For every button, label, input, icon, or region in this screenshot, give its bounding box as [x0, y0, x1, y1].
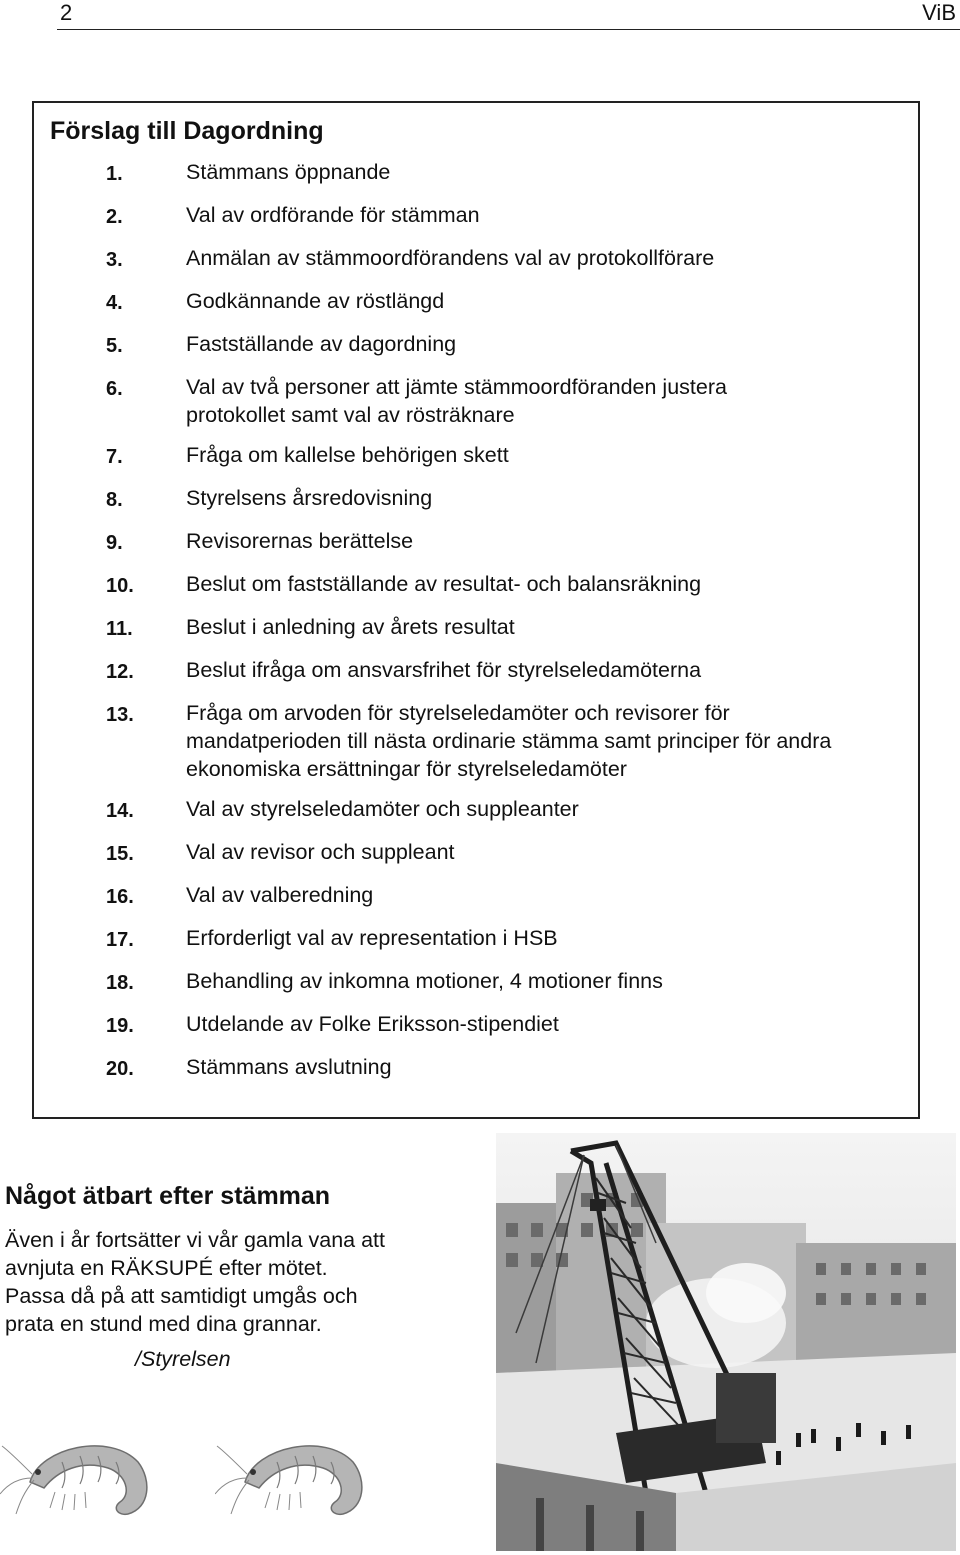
agenda-item-text: Utdelande av Folke Eriksson-stipendiet [186, 1012, 559, 1036]
agenda-item-text: Styrelsens årsredovisning [186, 486, 433, 510]
agenda-title: Förslag till Dagordning [50, 117, 324, 145]
agenda-item-number: 13. [106, 704, 134, 726]
running-title: ViB [922, 0, 956, 25]
agenda-item-number: 15. [106, 843, 134, 865]
food-text-line: prata en stund med dina grannar. [5, 1312, 322, 1336]
food-text-line: Även i år fortsätter vi vår gamla vana att [5, 1228, 385, 1252]
food-text-line: Passa då på att samtidigt umgås och [5, 1284, 358, 1308]
agenda-item-text: Beslut om fastställande av resultat- och balansräkning [186, 572, 702, 596]
agenda-item-number: 6. [106, 378, 123, 400]
shrimp-illustration [215, 1422, 375, 1522]
agenda-item-number: 18. [106, 972, 134, 994]
agenda-item-text: Revisorernas berättelse [186, 529, 414, 553]
food-text [5, 1226, 475, 1338]
agenda-item-number: 3. [106, 249, 123, 271]
agenda-item-text: Val av revisor och suppleant [186, 840, 455, 864]
agenda-item-text: Beslut i anledning av årets resultat [186, 615, 515, 639]
agenda-item-text: Fråga om arvoden för styrelseledamöter och revisorer för mandatperioden till nästa ordinarie stämma samt principer för andra ekonomiska ersättningar för styrelseledamöter [186, 701, 832, 781]
agenda-item-text: Val av ordförande för stämman [186, 203, 480, 227]
shrimp-illustration [0, 1422, 160, 1522]
agenda-item-number: 5. [106, 335, 123, 357]
agenda-item-number: 9. [106, 532, 123, 554]
agenda-item-number: 14. [106, 800, 134, 822]
agenda-item-number: 7. [106, 446, 123, 468]
food-text-line: avnjuta en RÄKSUPÉ efter mötet. [5, 1256, 328, 1280]
agenda-item-text: Val av två personer att jämte stämmoordföranden justera protokollet samt val av rösträknare [186, 375, 727, 427]
agenda-item-number: 19. [106, 1015, 134, 1037]
page-header [0, 0, 960, 32]
agenda-item-text: Fastställande av dagordning [186, 332, 457, 356]
agenda-item-number: 20. [106, 1058, 134, 1080]
food-section [0, 1170, 480, 1390]
agenda-item-number: 12. [106, 661, 134, 683]
signature: /Styrelsen [135, 1347, 231, 1371]
agenda-list [34, 103, 918, 1117]
agenda-item-text: Fråga om kallelse behörigen skett [186, 443, 509, 467]
crane-photo [496, 1133, 956, 1551]
header-rule [57, 29, 960, 30]
agenda-item-number: 1. [106, 163, 123, 185]
agenda-item-text: Val av styrelseledamöter och suppleanter [186, 797, 579, 821]
page-number: 2 [60, 0, 73, 25]
food-title: Något ätbart efter stämman [5, 1182, 331, 1210]
agenda-item-number: 8. [106, 489, 123, 511]
agenda-item-number: 2. [106, 206, 123, 228]
agenda-box [32, 101, 920, 1119]
agenda-item-number: 16. [106, 886, 134, 908]
agenda-item-text: Stämmans avslutning [186, 1055, 392, 1079]
agenda-item-text: Erforderligt val av representation i HSB [186, 926, 558, 950]
agenda-item-number: 10. [106, 575, 134, 597]
agenda-item-number: 11. [106, 618, 133, 640]
agenda-item-number: 17. [106, 929, 134, 951]
agenda-item-text: Stämmans öppnande [186, 160, 391, 184]
agenda-item-text: Behandling av inkomna motioner, 4 motioner finns [186, 969, 663, 993]
agenda-item-text: Val av valberedning [186, 883, 374, 907]
agenda-item-text: Godkännande av röstlängd [186, 289, 445, 313]
agenda-item-text: Beslut ifråga om ansvarsfrihet för styrelseledamöterna [186, 658, 702, 682]
agenda-item-number: 4. [106, 292, 123, 314]
agenda-item-text: Anmälan av stämmoordförandens val av protokollförare [186, 246, 715, 270]
